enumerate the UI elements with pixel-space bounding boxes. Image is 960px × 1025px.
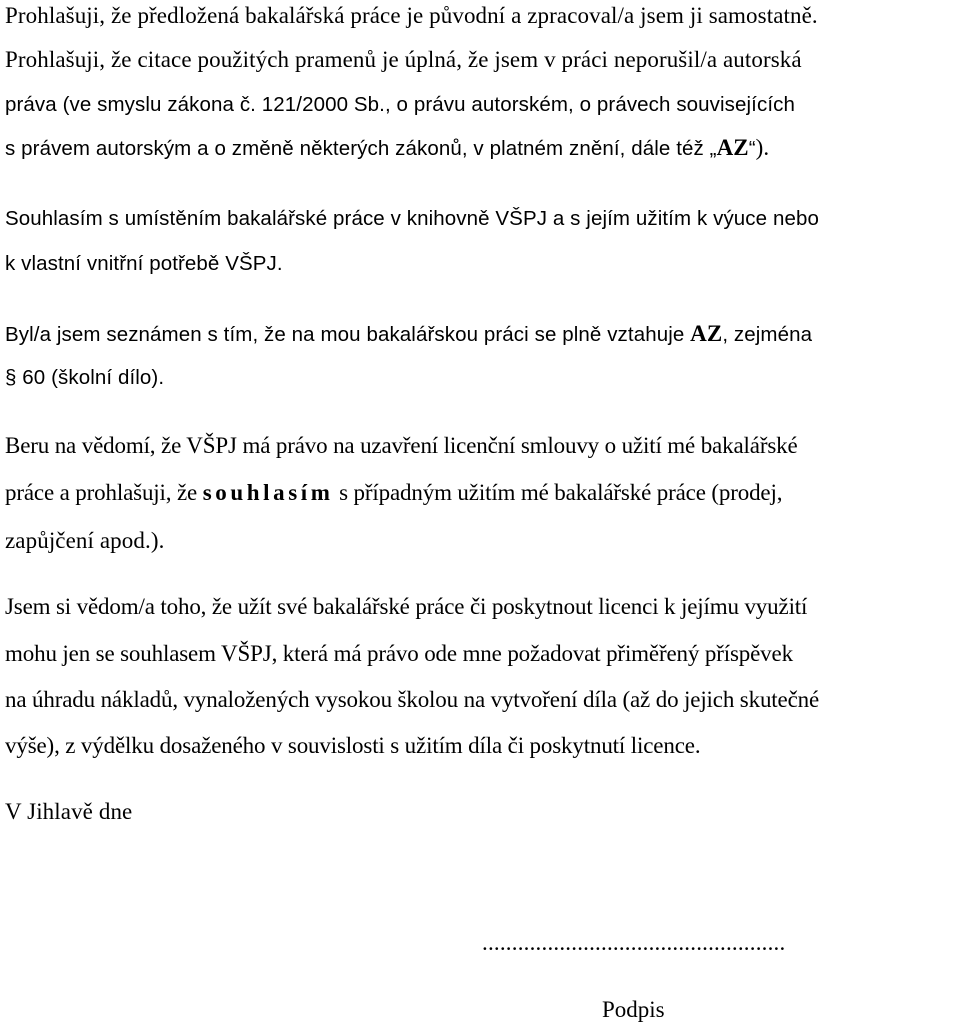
quote-close: “ bbox=[748, 137, 756, 160]
quote-open: „ bbox=[709, 137, 717, 160]
license-text: práce a prohlašuji, že bbox=[5, 480, 203, 505]
law-description: s právem autorským a o změně některých zákonů, v platném znění, dále též bbox=[5, 137, 710, 160]
law-reference-continuation: , o právu autorském, o právech souvisejících bbox=[384, 93, 795, 116]
signature-line: ................................................... bbox=[482, 930, 786, 955]
declaration-line: Prohlašuji, že citace použitých pramenů je úplná, že jsem v práci neporušil/a autorská bbox=[5, 47, 802, 72]
az-abbreviation: AZ bbox=[690, 321, 723, 346]
agree-emphasis: souhlasím bbox=[202, 480, 334, 505]
az-applies-line bbox=[5, 320, 812, 349]
line-end: ). bbox=[755, 135, 770, 160]
usage-line: Jsem si vědom/a toho, že užít své bakalářské práce či poskytnout licenci k jejímu využití bbox=[5, 594, 808, 619]
license-line bbox=[5, 479, 782, 507]
license-text-tail: s případným užitím mé bakalářské práce (prodej, bbox=[333, 480, 783, 505]
az-applies-tail: , zejména bbox=[722, 323, 813, 346]
az-applies-text: Byl/a jsem seznámen s tím, že na mou bakalářskou práci se plně vztahuje bbox=[5, 323, 691, 346]
az-abbreviation: AZ bbox=[716, 135, 749, 160]
declaration-line bbox=[5, 134, 769, 163]
consent-library-line: Souhlasím s umístěním bakalářské práce v knihovně VŠPJ a s jejím užitím k výuce nebo bbox=[5, 207, 819, 230]
license-line: zapůjčení apod.). bbox=[5, 528, 165, 553]
usage-line: na úhradu nákladů, vynaložených vysokou školou na vytvoření díla (až do jejich skutečné bbox=[5, 687, 820, 712]
declaration-line: Prohlašuji, že předložená bakalářská práce je původní a zpracoval/a jsem ji samostatně. bbox=[5, 3, 818, 28]
usage-line: mohu jen se souhlasem VŠPJ, která má právo ode mne požadovat přiměřený příspěvek bbox=[5, 641, 793, 666]
az-applies-line: § 60 (školní dílo). bbox=[5, 366, 165, 389]
place-date: V Jihlavě dne bbox=[5, 799, 133, 824]
consent-library-line: k vlastní vnitřní potřebě VŠPJ. bbox=[5, 252, 283, 275]
law-reference: práva (ve smyslu zákona č. 121/2000 Sb. bbox=[5, 93, 385, 116]
license-line: Beru na vědomí, že VŠPJ má právo na uzavření licenční smlouvy o užití mé bakalářské bbox=[5, 433, 798, 458]
usage-line: výše), z výdělku dosaženého v souvislosti s užitím díla či poskytnutí licence. bbox=[5, 733, 701, 758]
declaration-line bbox=[5, 90, 795, 119]
signature-label: Podpis bbox=[602, 997, 665, 1022]
